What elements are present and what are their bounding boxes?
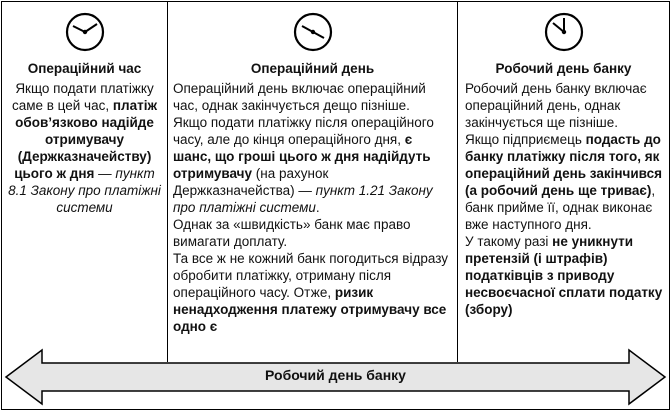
text-segment-bold: платіж обов’язково надійде отримувачу (Держказначейству) цього ж дня bbox=[14, 98, 158, 181]
paragraph bbox=[173, 216, 452, 250]
diagram-frame bbox=[1, 1, 670, 410]
paragraph bbox=[465, 233, 664, 318]
text-segment: Якщо підприємець bbox=[465, 132, 586, 147]
paragraph bbox=[173, 80, 452, 114]
paragraph bbox=[465, 131, 664, 233]
text-segment: , банк прийме її, однак виконає вже наступного дня. bbox=[465, 183, 656, 232]
column-operational-day bbox=[167, 2, 457, 362]
column-title: Операційний час bbox=[27, 61, 142, 76]
double-arrow bbox=[2, 348, 669, 406]
clock-icon bbox=[65, 12, 105, 52]
column-text bbox=[7, 80, 162, 216]
column-operational-time bbox=[2, 2, 167, 362]
text-segment-bold: не уникнути претензій (і штрафів) податківців з приводу несвоєчасної сплати податку (збору) bbox=[465, 234, 663, 317]
paragraph bbox=[173, 250, 452, 335]
text-segment: Операційний день включає операційний час, однак закінчується дещо пізніше. bbox=[173, 81, 426, 113]
text-segment: Якщо подати платіжку після операційного часу, але до кінця операційного дня, bbox=[173, 115, 434, 147]
text-segment-bold: подасть до банку платіжку після того, як операційний день закінчився (а робочий день ще триває) bbox=[465, 132, 662, 198]
paragraph bbox=[173, 114, 452, 216]
text-segment: . bbox=[315, 200, 320, 215]
text-segment-italic: пункт 1.21 Закону про платіжні системи bbox=[173, 183, 433, 215]
arrow-label: Робочий день банку bbox=[265, 367, 406, 383]
column-title: Робочий день банку bbox=[495, 61, 632, 76]
column-bank-working-day bbox=[457, 2, 669, 362]
text-segment: Та все ж не кожний банк погодиться відразу обробити платіжку, отриману після операційного часу. Отже, bbox=[173, 251, 449, 300]
paragraph bbox=[465, 80, 664, 131]
text-segment-italic: пункт 8.1 Закону про платіжні системи bbox=[8, 166, 161, 215]
text-segment: Робочий день банку включає операційний день, однак закінчується ще пізніше. bbox=[465, 81, 647, 130]
clock-icon bbox=[293, 12, 333, 52]
text-segment: Якщо подати платіжку саме в цей час, bbox=[11, 81, 154, 113]
clock-icon bbox=[544, 12, 584, 52]
text-segment: Однак за «швидкість» банк має право вимагати доплату. bbox=[173, 217, 411, 249]
text-segment-bold: ризик ненадходження платежу отримувачу все одно є bbox=[173, 285, 447, 334]
column-text bbox=[173, 80, 452, 335]
column-text bbox=[463, 80, 664, 318]
text-segment: — bbox=[94, 166, 116, 181]
text-segment-bold: є шанс, що гроші цього ж дня надійдуть отримувачу bbox=[173, 132, 431, 181]
column-title: Операційний день bbox=[250, 61, 375, 76]
text-segment: У такому разі bbox=[465, 234, 553, 249]
text-segment: (на рахунок Держказначейства) — bbox=[173, 166, 329, 198]
